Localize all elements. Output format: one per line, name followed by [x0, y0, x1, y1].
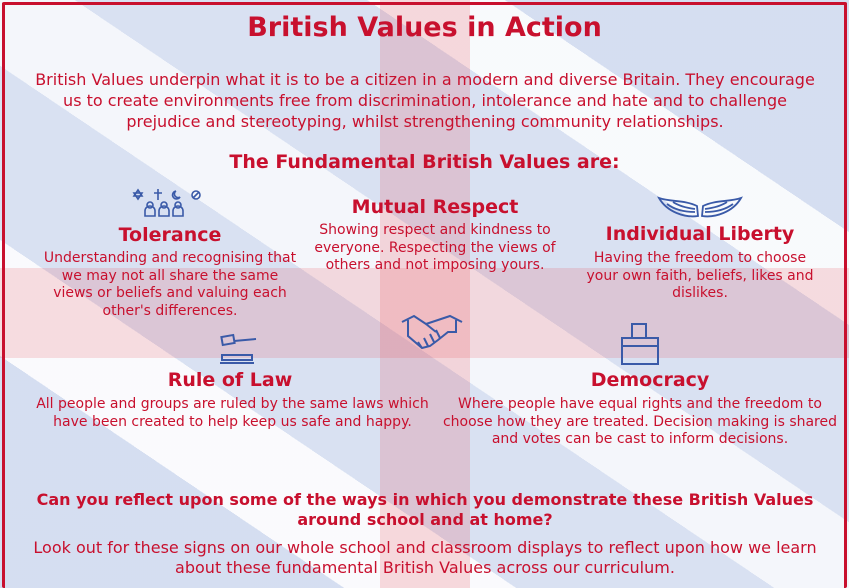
gavel-icon	[218, 333, 260, 367]
faith-symbols-icon	[130, 188, 206, 218]
closing-question: Can you reflect upon some of the ways in which you demonstrate these British Values around school and at home?	[36, 490, 814, 529]
poster-title: British Values in Action	[247, 12, 602, 43]
democracy-title: Democracy	[590, 369, 710, 391]
mutual-respect-description: Showing respect and kindness to everyone. Respecting the views of others and not imposing yours.	[314, 222, 556, 273]
intro-paragraph: British Values underpin what it is to be a citizen in a modern and diverse Britain. They encourage us to create environments free from discrimination, intolerance and hate and to challenge prejudice and stereotyping, whilst strengthening community relationships.	[35, 70, 815, 131]
individual-liberty-description: Having the freedom to choose your own faith, beliefs, likes and dislikes.	[586, 250, 814, 301]
rule-of-law-title: Rule of Law	[167, 369, 293, 391]
closing-note: Look out for these signs on our whole school and classroom displays to reflect upon how we learn about these fundamental British Values across our curriculum.	[33, 538, 817, 577]
values-subheading: The Fundamental British Values are:	[229, 151, 620, 173]
ballot-box-icon	[620, 322, 660, 366]
mutual-respect-title: Mutual Respect	[351, 196, 519, 218]
individual-liberty-title: Individual Liberty	[605, 223, 795, 245]
democracy-description: Where people have equal rights and the freedom to choose how they are treated. Decision making is shared and votes can be cast to inform decisions.	[442, 396, 838, 447]
wings-icon	[655, 192, 745, 222]
tolerance-title: Tolerance	[118, 224, 222, 246]
rule-of-law-description: All people and groups are ruled by the same laws which have been created to help keep us safe and happy.	[36, 396, 429, 430]
tolerance-description: Understanding and recognising that we may not all share the same views or beliefs and valuing each other's differences.	[43, 250, 297, 319]
handshake-icon	[400, 310, 464, 352]
